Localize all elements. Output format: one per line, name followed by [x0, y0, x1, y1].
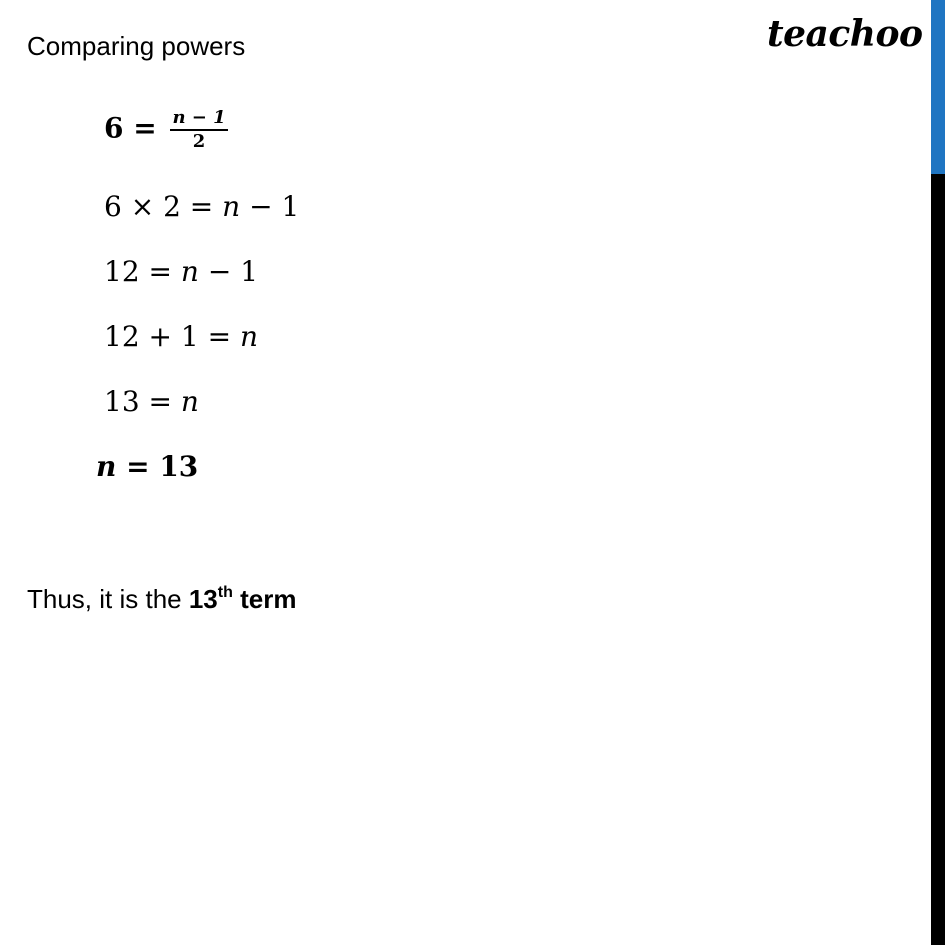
equation-right: − 1: [240, 190, 300, 223]
equation-right: − 1: [198, 255, 259, 288]
equals-sign: =: [133, 111, 157, 145]
teachoo-logo: teachoo: [767, 13, 923, 55]
conclusion-prefix: Thus, it is the: [27, 584, 189, 614]
side-scroll-bar: [931, 0, 945, 945]
equation-left: 12 + 1 =: [104, 320, 240, 353]
conclusion-number: 13: [188, 584, 218, 614]
fraction-numerator: n − 1: [170, 108, 227, 131]
variable-n: n: [239, 320, 259, 353]
equation-step-2: [104, 190, 300, 223]
equation-step-5: [104, 385, 199, 418]
equation-left: 6 × 2 =: [104, 190, 223, 223]
fraction: [170, 108, 227, 152]
conclusion-suffix: term: [232, 584, 297, 614]
equation-step-4: [104, 320, 259, 353]
conclusion-ordinal: th: [217, 584, 233, 602]
equation-step-3: [104, 255, 259, 288]
equation-left: 12 =: [104, 255, 181, 288]
variable-n: n: [96, 450, 117, 483]
equation-lhs: 6: [104, 111, 124, 145]
equation-result: [96, 450, 199, 483]
variable-n: n: [180, 255, 199, 288]
equation-left: 13 =: [104, 385, 181, 418]
fraction-denominator: 2: [192, 130, 206, 152]
variable-n: n: [180, 385, 199, 418]
section-heading: Comparing powers: [27, 31, 246, 61]
side-bar-accent: [931, 0, 945, 174]
variable-n: n: [222, 190, 241, 223]
equation-step-1: [104, 108, 228, 152]
conclusion-text: [27, 584, 296, 615]
equation-right: = 13: [116, 450, 199, 483]
